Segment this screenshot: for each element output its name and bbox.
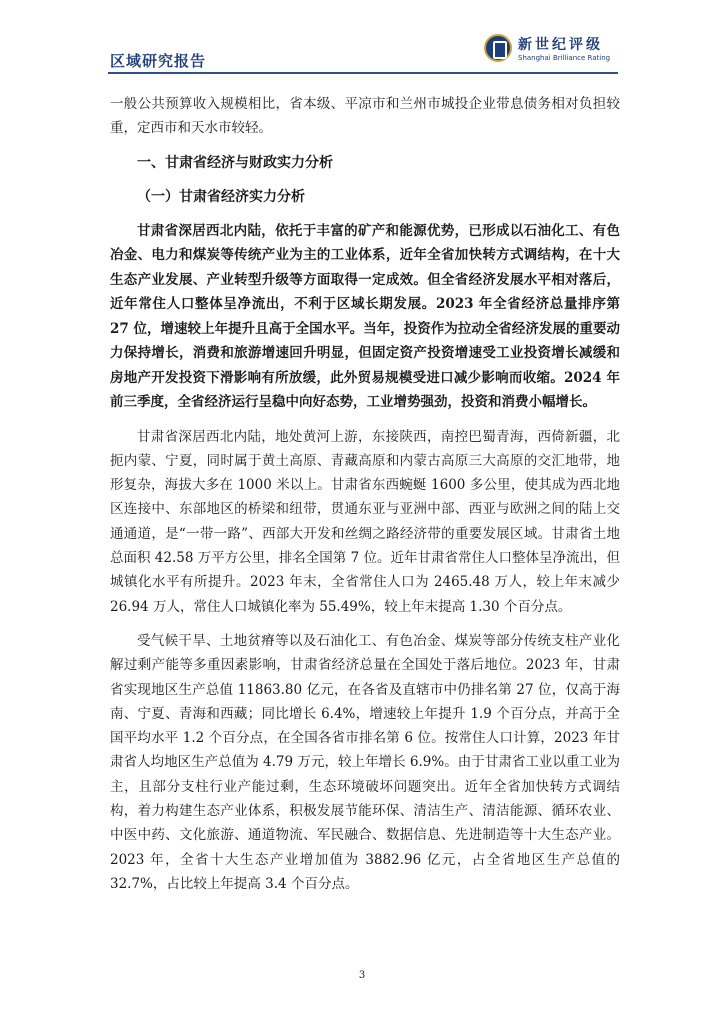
subsection-heading: （一）甘肃省经济实力分析 — [137, 188, 305, 205]
header-divider — [108, 72, 618, 74]
page-number: 3 — [358, 970, 366, 981]
brand-emblem-icon — [484, 34, 512, 62]
section-heading: 一、甘肃省经济与财政实力分析 — [137, 154, 333, 171]
lead-paragraph: 一般公共预算收入规模相比，省本级、平凉市和兰州市城投企业带息债务相对负担较重，定西市和天水市较轻。 — [110, 96, 620, 137]
body-paragraph-geography: 甘肃省深居西北内陆，地处黄河上游，东接陕西，南控巴蜀青海，西倚新疆，北扼内蒙、宁夏，同时属于黄土高原、青藏高原和内蒙古高原三大高原的交汇地带，地形复杂，海拔大多在 1000 米以上。甘肃省东西蜿蜒 1600 多公里，使其成为西北地区连接中、东部地区的桥梁和纽带，贯通东亚与亚洲中部、西亚与欧洲之间的陆上交通通道，是“一带一路”、西部大开发和丝绸之路经济带的重要发展区域。甘肃省土地总面积 42.58 万平方公里，排名全国第 7 位。近年甘肃省常住人口整体呈净流出，但城镇化水平有所提升。2023 年末，全省常住人口为 2465.48 万人，较上年末减少 26.94 万人，常住人口城镇化率为 55.49%，较上年末提高 1.30 个百分点。 — [110, 428, 620, 615]
document-body — [110, 92, 620, 906]
brand-logo — [484, 32, 624, 72]
report-category-title: 区域研究报告 — [110, 52, 207, 70]
body-paragraph-economy: 受气候干旱、土地贫瘠等以及石油化工、有色冶金、煤炭等部分传统支柱产业化解过剩产能等多重因素影响，甘肃省经济总量在全国处于落后地位。2023 年，甘肃省实现地区生产总值 11863.80 亿元，在各省及直辖市中仍排名第 27 位，仅高于海南、宁夏、青海和西藏；同比增长 6.4%，增速较上年提升 1.9 个百分点，并高于全国平均水平 1.2 个百分点，在全国各省市排名第 6 位。按常住人口计算，2023 年甘肃省人均地区生产总值为 4.79 万元，较上年增长 6.9%。由于甘肃省工业以重工业为主，且部分支柱行业产能过剩，生态环境破坏问题突出。近年全省加快转方式调结构，着力构建生态产业体系，积极发展节能环保、清洁生产、清洁能源、循环农业、中医中药、文化旅游、通道物流、军民融合、数据信息、先进制造等十大生态产业。2023 年，全省十大生态产业增加值为 3882.96 亿元，占全省地区生产总值的 32.7%，占比较上年提高 3.4 个百分点。 — [110, 632, 620, 892]
brand-name-en: Shanghai Brilliance Rating — [518, 54, 611, 62]
brand-name-cn: 新世纪评级 — [518, 37, 603, 53]
summary-paragraph: 甘肃省深居西北内陆，依托于丰富的矿产和能源优势，已形成以石油化工、有色冶金、电力和煤炭等传统产业为主的工业体系，近年全省加快转方式调结构，在十大生态产业发展、产业转型升级等方面取得一定成效。但全省经济发展水平相对落后，近年常住人口整体呈净流出，不利于区域长期发展。2023 年全省经济总量排序第 27 位，增速较上年提升且高于全国水平。当年，投资作为拉动全省经济发展的重要动力保持增长，消费和旅游增速回升明显，但固定资产投资增速受工业投资增长减缓和房地产开发投资下滑影响有所放缓，此外贸易规模受进口减少影响而收缩。2024 年前三季度，全省经济运行呈稳中向好态势，工业增势强劲，投资和消费小幅增长。 — [110, 222, 620, 411]
